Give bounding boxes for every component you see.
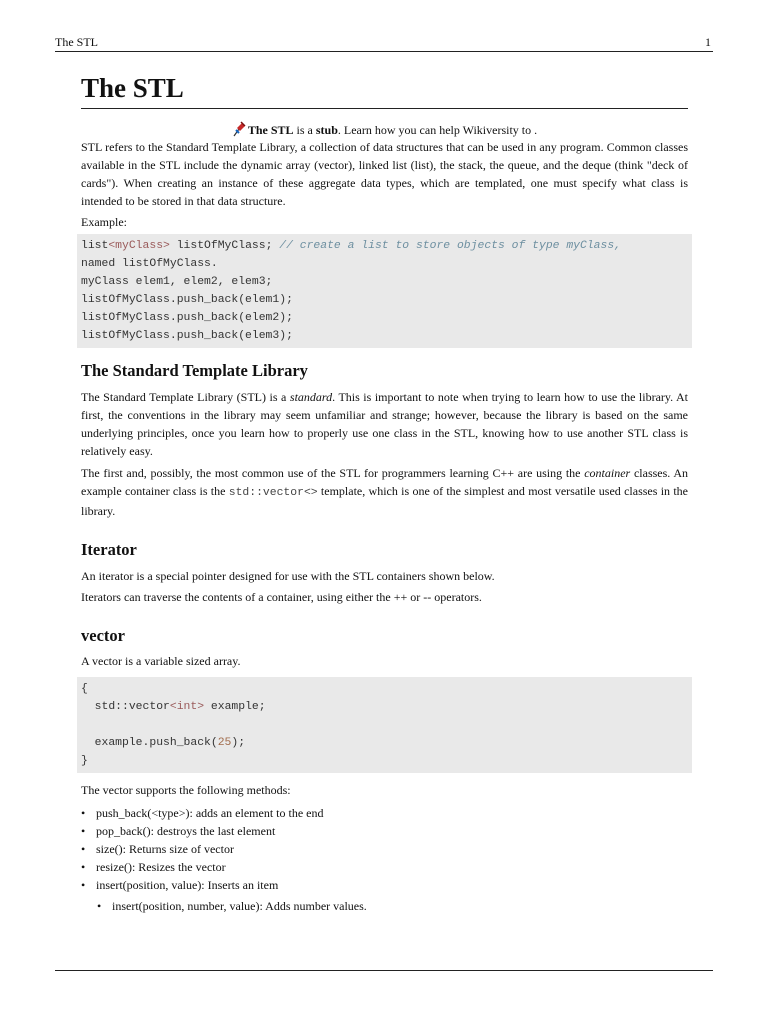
code-template-arg: <int>: [169, 701, 205, 713]
list-item: • pop_back(): destroys the last element: [81, 822, 688, 840]
page-number: 1: [705, 35, 711, 49]
code-text: );: [231, 737, 246, 749]
code-line: listOfMyClass.push_back(elem3);: [81, 330, 293, 342]
list-item: • push_back(<type>): adds an element to the end: [81, 804, 688, 822]
iterator-paragraph-2: Iterators can traverse the contents of a container, using either the ++ or -- operators.: [81, 590, 482, 604]
list-item: • size(): Returns size of vector: [81, 840, 688, 858]
code-text: example;: [204, 701, 266, 713]
vector-paragraph: A vector is a variable sized array.: [81, 654, 241, 668]
code-line: }: [81, 755, 88, 767]
text: The first and, possibly, the most common use of the STL for programmers learning C++ are using the: [81, 466, 585, 480]
code-block-list-example: [77, 234, 692, 348]
running-header-title: The STL: [55, 35, 98, 49]
code-comment: // create a list to store objects of type myClass,: [279, 240, 622, 252]
text: The Standard Template Library (STL) is a: [81, 390, 290, 404]
code-text: listOfMyClass;: [169, 240, 280, 252]
heading-vector: vector: [81, 626, 125, 645]
list-item: • resize(): Resizes the vector: [81, 858, 688, 876]
heading-standard-template-library: The Standard Template Library: [81, 361, 308, 380]
code-line: listOfMyClass.push_back(elem2);: [81, 312, 293, 324]
footer-rule: [55, 970, 713, 971]
code-line: myClass elem1, elem2, elem3;: [81, 276, 273, 288]
code-line: named listOfMyClass.: [81, 258, 218, 270]
intro-paragraph: STL refers to the Standard Template Library, a collection of data structures that can be used in any program. Common classes available in the STL include the dynamic array (vector), linked list (list), the stack, the queue, and the deque (think "deck of cards"). When creating an instance of these aggregate data types, which are templated, one must specify what class is intended to be stored in that data structure.: [81, 140, 688, 208]
heading-iterator: Iterator: [81, 540, 137, 559]
stub-text-1: is a: [293, 123, 316, 137]
code-block-vector-example: [77, 677, 692, 773]
methods-list: [81, 804, 688, 915]
iterator-paragraph-1: An iterator is a special pointer designed for use with the STL containers shown below.: [81, 569, 495, 583]
stub-text-2: . Learn how you can help Wikiversity to .: [337, 123, 538, 137]
code-line: listOfMyClass.push_back(elem1);: [81, 294, 293, 306]
article-body: [81, 68, 688, 915]
list-item: • insert(position, value): Inserts an item: [81, 876, 688, 894]
example-label: Example:: [81, 215, 127, 229]
code-text: list: [81, 240, 109, 252]
stub-link[interactable]: stub: [315, 123, 338, 137]
stl-paragraph-1: [81, 388, 688, 460]
code-text: std::vector: [81, 701, 170, 713]
code-template-arg: <myClass>: [108, 240, 170, 252]
running-header: [55, 35, 713, 52]
text: . This is important to note when trying to learn how to use the library. At first, the conventions in the library may seem unfamiliar and strange; however, because the library is based on the same underlying principles, once you learn how to properly use one class in the STL, knowing how to use another STL class is relatively easy.: [81, 390, 688, 458]
code-text: example.push_back(: [81, 737, 218, 749]
list-item-nested: • insert(position, number, value): Adds number values.: [81, 897, 688, 915]
stl-paragraph-2: [81, 464, 688, 520]
emphasis: container: [584, 466, 631, 480]
page-title: The STL: [81, 68, 688, 109]
methods-intro: The vector supports the following methods:: [81, 783, 291, 797]
code-line: {: [81, 683, 88, 695]
code-number: 25: [217, 737, 232, 749]
pushpin-icon: [232, 121, 246, 137]
emphasis: standard: [289, 390, 333, 404]
stub-article-name: The STL: [247, 123, 294, 137]
text: classes. An example container class is the: [81, 466, 689, 498]
inline-code: std::vector<>: [228, 487, 318, 499]
text: template, which is one of the simplest and most versatile used classes in the library.: [81, 484, 688, 518]
stub-notice: [81, 121, 688, 138]
